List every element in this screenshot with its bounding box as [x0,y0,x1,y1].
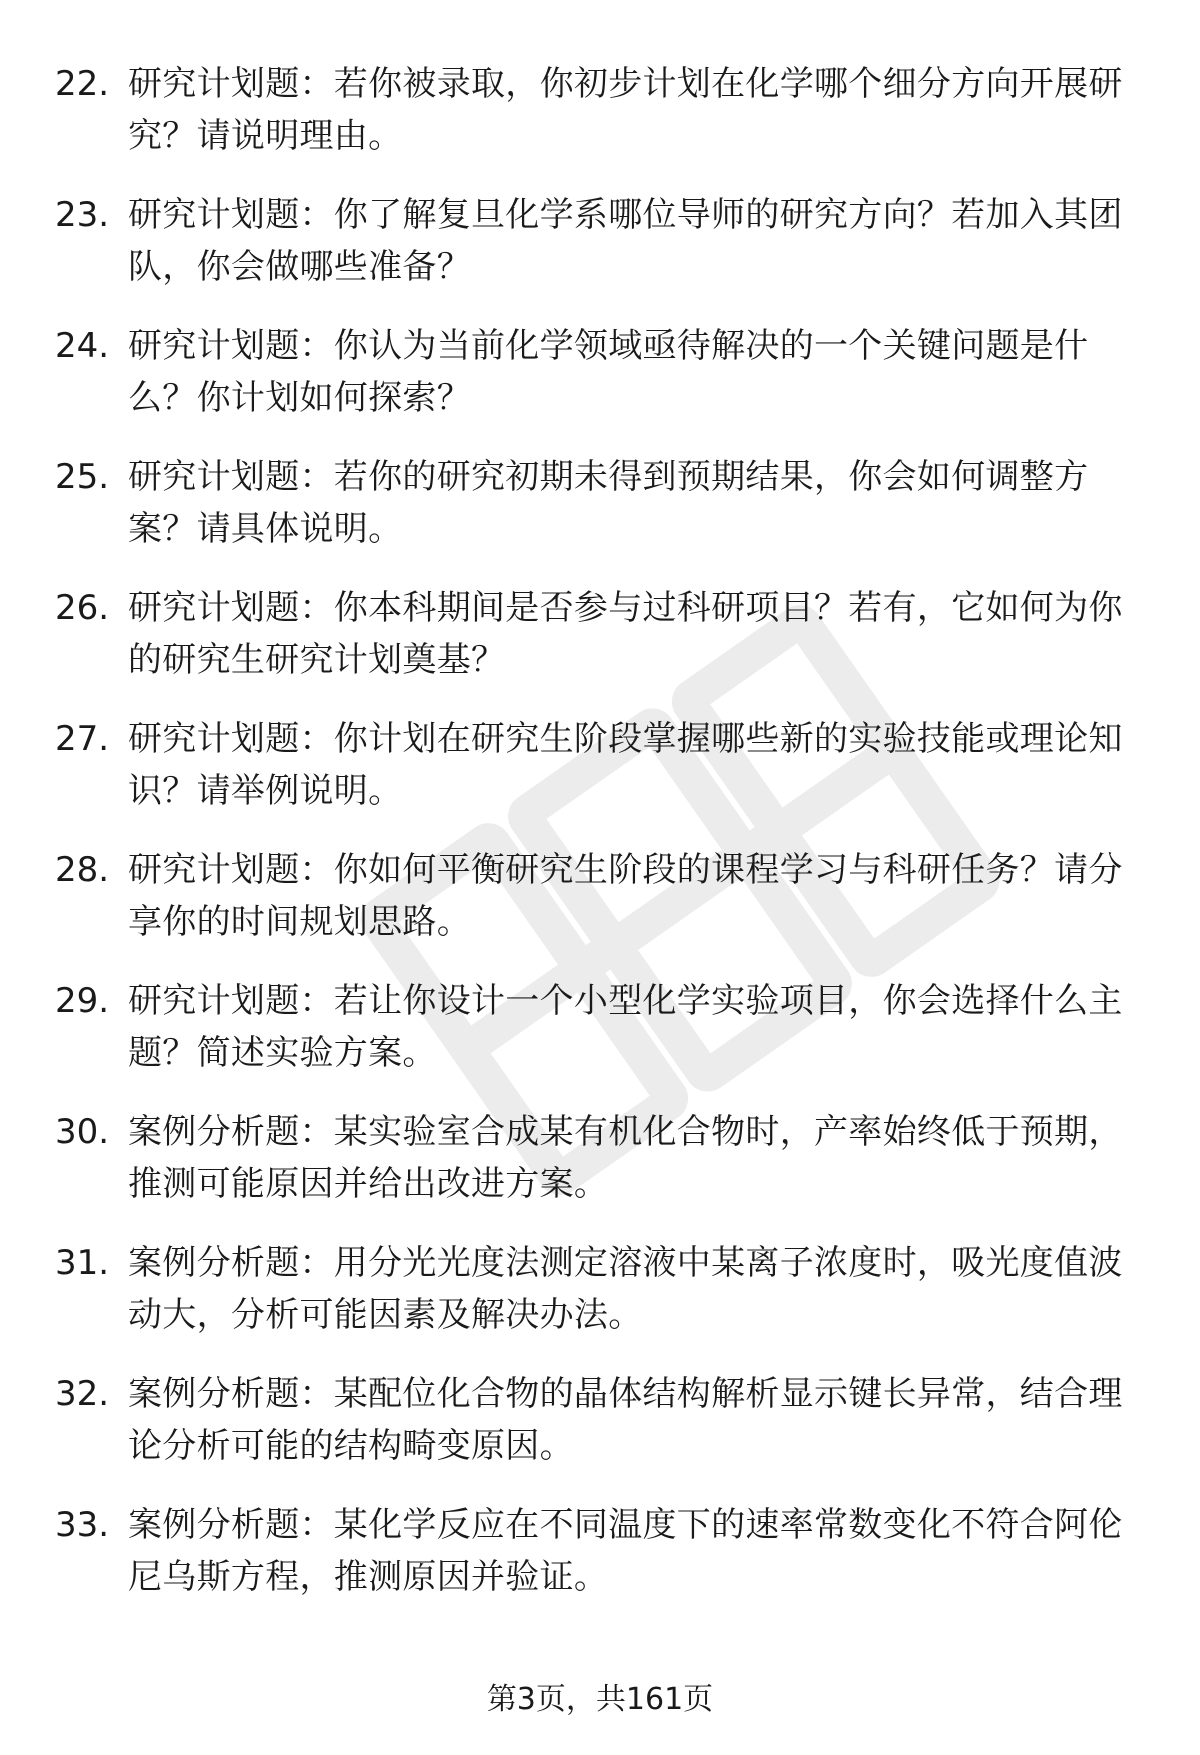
question-item [55,58,1145,189]
question-text: 案例分析题：某化学反应在不同温度下的速率常数变化不符合阿伦尼乌斯方程，推测原因并验证。 [128,1505,1123,1597]
question-number: 27. [55,719,110,759]
question-text: 研究计划题：你认为当前化学领域亟待解决的一个关键问题是什么？你计划如何探索？ [128,326,1089,418]
question-item [55,1106,1145,1237]
question-number: 26. [55,588,110,628]
question-number: 30. [55,1112,110,1152]
question-text: 研究计划题：若让你设计一个小型化学实验项目，你会选择什么主题？简述实验方案。 [128,981,1123,1073]
question-number: 31. [55,1243,110,1283]
question-number: 24. [55,326,110,366]
question-item [55,320,1145,451]
question-text: 案例分析题：用分光光度法测定溶液中某离子浓度时，吸光度值波动大，分析可能因素及解决办法。 [128,1243,1123,1335]
question-text: 研究计划题：你了解复旦化学系哪位导师的研究方向？若加入其团队，你会做哪些准备？ [128,195,1123,287]
question-number: 25. [55,457,110,497]
question-number: 33. [55,1505,110,1545]
question-item [55,1368,1145,1499]
question-text: 研究计划题：你本科期间是否参与过科研项目？若有，它如何为你的研究生研究计划奠基？ [128,588,1123,680]
question-number: 28. [55,850,110,890]
question-text: 研究计划题：你如何平衡研究生阶段的课程学习与科研任务？请分享你的时间规划思路。 [128,850,1123,942]
question-item [55,713,1145,844]
question-text: 研究计划题：你计划在研究生阶段掌握哪些新的实验技能或理论知识？请举例说明。 [128,719,1123,811]
question-number: 32. [55,1374,110,1414]
question-text: 研究计划题：若你被录取，你初步计划在化学哪个细分方向开展研究？请说明理由。 [128,64,1123,156]
page-footer: 第3页，共161页 [486,1682,714,1717]
question-item [55,975,1145,1106]
question-number: 22. [55,64,110,104]
question-item [55,582,1145,713]
question-item [55,844,1145,975]
question-text: 研究计划题：若你的研究初期未得到预期结果，你会如何调整方案？请具体说明。 [128,457,1089,549]
question-number: 23. [55,195,110,235]
question-item [55,189,1145,320]
question-text: 案例分析题：某实验室合成某有机化合物时，产率始终低于预期，推测可能原因并给出改进方案。 [128,1112,1123,1204]
question-number: 29. [55,981,110,1021]
question-text: 案例分析题：某配位化合物的晶体结构解析显示键长异常，结合理论分析可能的结构畸变原因。 [128,1374,1123,1466]
question-list [55,58,1145,1630]
question-item [55,1237,1145,1368]
question-item [55,451,1145,582]
question-item [55,1499,1145,1630]
